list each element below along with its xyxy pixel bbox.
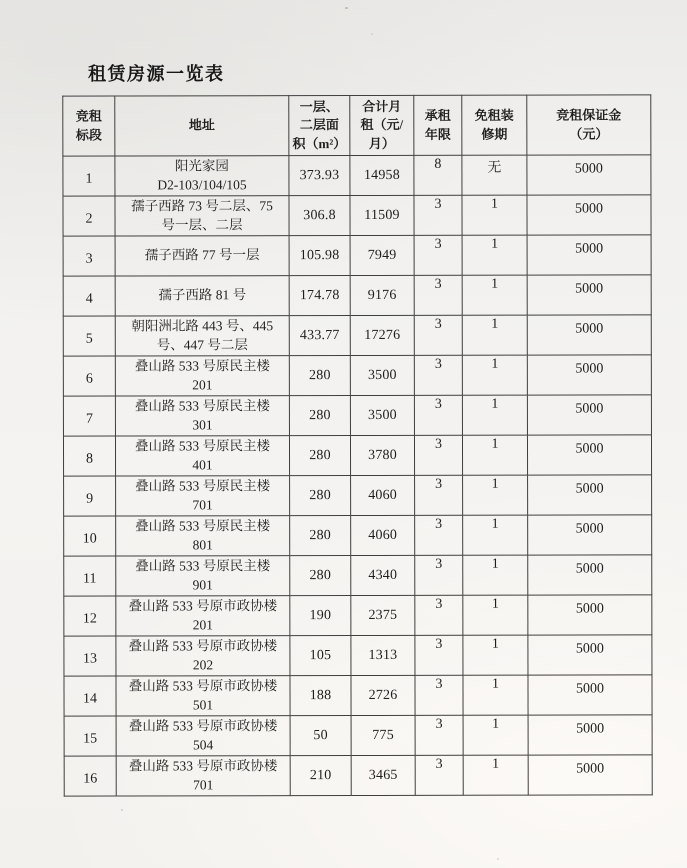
cell-rentfree-period: 无 bbox=[462, 155, 527, 195]
cell-lease-term: 8 bbox=[414, 155, 462, 195]
scan-speck bbox=[345, 7, 348, 9]
cell-address: 叠山路 533 号原民主楼 801 bbox=[116, 516, 290, 556]
cell-deposit: 5000 bbox=[528, 635, 652, 675]
table-row bbox=[64, 555, 652, 596]
cell-rentfree-period: 1 bbox=[462, 275, 527, 315]
cell-address: 叠山路 533 号原民主楼 901 bbox=[116, 556, 290, 596]
cell-lease-term: 3 bbox=[414, 435, 462, 475]
cell-bid-section-no: 12 bbox=[64, 596, 116, 636]
cell-floor-area: 280 bbox=[290, 556, 351, 596]
cell-address: 朝阳洲北路 443 号、445 号、447 号二层 bbox=[115, 316, 289, 356]
cell-bid-section-no: 1 bbox=[63, 156, 115, 196]
table-row bbox=[64, 755, 652, 796]
cell-monthly-rent: 2726 bbox=[351, 675, 415, 715]
header-deposit: 竞租保证金 （元） bbox=[527, 95, 651, 155]
cell-address: 叠山路 533 号原市政协楼 501 bbox=[116, 676, 290, 716]
table-body bbox=[63, 155, 652, 796]
cell-lease-term: 3 bbox=[414, 355, 462, 395]
cell-lease-term: 3 bbox=[415, 555, 463, 595]
cell-lease-term: 3 bbox=[415, 515, 463, 555]
cell-rentfree-period: 1 bbox=[463, 515, 528, 555]
cell-lease-term: 3 bbox=[415, 675, 463, 715]
cell-floor-area: 50 bbox=[290, 716, 351, 756]
cell-monthly-rent: 4340 bbox=[351, 555, 415, 595]
cell-monthly-rent: 7949 bbox=[350, 235, 414, 275]
cell-monthly-rent: 2375 bbox=[351, 595, 415, 635]
page-title: 租赁房源一览表 bbox=[88, 64, 225, 84]
cell-address: 叠山路 533 号原市政协楼 701 bbox=[116, 756, 290, 796]
scan-speck bbox=[371, 33, 373, 35]
scan-speck bbox=[121, 809, 123, 811]
cell-lease-term: 3 bbox=[414, 315, 462, 355]
table-row bbox=[63, 435, 651, 476]
cell-bid-section-no: 5 bbox=[63, 316, 115, 356]
cell-bid-section-no: 11 bbox=[64, 556, 116, 596]
table-row bbox=[63, 235, 651, 276]
table-row bbox=[63, 395, 651, 436]
cell-rentfree-period: 1 bbox=[463, 675, 528, 715]
cell-rentfree-period: 1 bbox=[462, 395, 527, 435]
cell-floor-area: 280 bbox=[290, 516, 351, 556]
cell-lease-term: 3 bbox=[414, 195, 462, 235]
cell-floor-area: 105 bbox=[290, 636, 351, 676]
cell-floor-area: 174.78 bbox=[289, 276, 350, 316]
rental-listing-table bbox=[62, 94, 652, 796]
cell-deposit: 5000 bbox=[527, 355, 651, 395]
cell-monthly-rent: 1313 bbox=[351, 635, 415, 675]
cell-floor-area: 210 bbox=[290, 756, 351, 796]
cell-rentfree-period: 1 bbox=[463, 715, 528, 755]
cell-deposit: 5000 bbox=[527, 195, 651, 235]
cell-rentfree-period: 1 bbox=[463, 755, 528, 795]
cell-monthly-rent: 11509 bbox=[350, 195, 414, 235]
cell-deposit: 5000 bbox=[528, 595, 652, 635]
header-bid-section: 竞租 标段 bbox=[63, 96, 115, 156]
cell-address: 阳光家园 D2-103/104/105 bbox=[115, 156, 289, 196]
cell-monthly-rent: 3500 bbox=[350, 395, 414, 435]
cell-lease-term: 3 bbox=[414, 395, 462, 435]
cell-bid-section-no: 16 bbox=[64, 756, 116, 796]
cell-address: 孺子西路 73 号二层、75 号一层、二层 bbox=[115, 196, 289, 236]
cell-floor-area: 373.93 bbox=[289, 156, 350, 196]
cell-lease-term: 3 bbox=[414, 275, 462, 315]
cell-deposit: 5000 bbox=[528, 715, 652, 755]
cell-bid-section-no: 8 bbox=[63, 436, 115, 476]
cell-bid-section-no: 10 bbox=[64, 516, 116, 556]
cell-rentfree-period: 1 bbox=[462, 355, 527, 395]
cell-bid-section-no: 9 bbox=[64, 476, 116, 516]
cell-address: 叠山路 533 号原民主楼 701 bbox=[116, 476, 290, 516]
cell-floor-area: 280 bbox=[289, 396, 350, 436]
table-row bbox=[64, 515, 652, 556]
cell-lease-term: 3 bbox=[415, 475, 463, 515]
table-row bbox=[64, 715, 652, 756]
cell-bid-section-no: 7 bbox=[63, 396, 115, 436]
table-row bbox=[64, 635, 652, 676]
cell-floor-area: 280 bbox=[289, 356, 350, 396]
cell-address: 叠山路 533 号原民主楼 301 bbox=[115, 396, 289, 436]
table-row bbox=[63, 155, 651, 196]
header-rentfree-period: 免租装 修期 bbox=[462, 95, 527, 155]
cell-deposit: 5000 bbox=[528, 515, 652, 555]
cell-monthly-rent: 3780 bbox=[350, 435, 414, 475]
header-address: 地址 bbox=[115, 96, 289, 156]
cell-address: 孺子西路 77 号一层 bbox=[115, 236, 289, 276]
cell-deposit: 5000 bbox=[528, 675, 652, 715]
cell-deposit: 5000 bbox=[528, 555, 652, 595]
header-row bbox=[63, 95, 651, 156]
cell-rentfree-period: 1 bbox=[462, 315, 527, 355]
cell-rentfree-period: 1 bbox=[463, 635, 528, 675]
cell-bid-section-no: 13 bbox=[64, 636, 116, 676]
cell-floor-area: 190 bbox=[290, 596, 351, 636]
cell-bid-section-no: 3 bbox=[63, 236, 115, 276]
table-row bbox=[63, 315, 651, 356]
cell-rentfree-period: 1 bbox=[463, 475, 528, 515]
cell-monthly-rent: 775 bbox=[351, 715, 415, 755]
cell-rentfree-period: 1 bbox=[462, 235, 527, 275]
cell-floor-area: 280 bbox=[289, 436, 350, 476]
header-lease-term: 承租 年限 bbox=[414, 95, 462, 155]
cell-lease-term: 3 bbox=[415, 755, 463, 795]
table-row bbox=[63, 275, 651, 316]
cell-bid-section-no: 15 bbox=[64, 716, 116, 756]
table-row bbox=[63, 195, 651, 236]
cell-rentfree-period: 1 bbox=[463, 595, 528, 635]
cell-deposit: 5000 bbox=[527, 235, 651, 275]
table-row bbox=[64, 675, 652, 716]
cell-deposit: 5000 bbox=[528, 755, 652, 795]
cell-monthly-rent: 3500 bbox=[350, 355, 414, 395]
cell-lease-term: 3 bbox=[414, 235, 462, 275]
cell-bid-section-no: 4 bbox=[63, 276, 115, 316]
cell-lease-term: 3 bbox=[415, 595, 463, 635]
cell-deposit: 5000 bbox=[527, 395, 651, 435]
cell-deposit: 5000 bbox=[527, 275, 651, 315]
cell-deposit: 5000 bbox=[527, 155, 651, 195]
cell-address: 叠山路 533 号原市政协楼 504 bbox=[116, 716, 290, 756]
cell-deposit: 5000 bbox=[528, 475, 652, 515]
cell-lease-term: 3 bbox=[415, 715, 463, 755]
cell-rentfree-period: 1 bbox=[462, 195, 527, 235]
cell-address: 叠山路 533 号原市政协楼 201 bbox=[116, 596, 290, 636]
cell-rentfree-period: 1 bbox=[463, 555, 528, 595]
cell-address: 叠山路 533 号原民主楼 401 bbox=[115, 436, 289, 476]
header-floor-area: 一层、 二层面 积（m²） bbox=[289, 96, 350, 156]
scan-speck bbox=[497, 858, 499, 860]
table-row bbox=[64, 475, 652, 516]
cell-monthly-rent: 4060 bbox=[351, 475, 415, 515]
cell-lease-term: 3 bbox=[415, 635, 463, 675]
cell-monthly-rent: 14958 bbox=[350, 155, 414, 195]
table-row bbox=[63, 355, 651, 396]
cell-floor-area: 280 bbox=[290, 476, 351, 516]
cell-monthly-rent: 4060 bbox=[351, 515, 415, 555]
cell-monthly-rent: 3465 bbox=[351, 755, 415, 795]
cell-deposit: 5000 bbox=[527, 315, 651, 355]
cell-floor-area: 433.77 bbox=[289, 316, 350, 356]
cell-floor-area: 188 bbox=[290, 676, 351, 716]
cell-floor-area: 105.98 bbox=[289, 236, 350, 276]
cell-address: 叠山路 533 号原民主楼 201 bbox=[115, 356, 289, 396]
cell-monthly-rent: 9176 bbox=[350, 275, 414, 315]
header-monthly-rent: 合计月 租（元/ 月） bbox=[350, 95, 414, 155]
cell-rentfree-period: 1 bbox=[462, 435, 527, 475]
cell-monthly-rent: 17276 bbox=[350, 315, 414, 355]
table-header bbox=[63, 95, 651, 156]
cell-bid-section-no: 2 bbox=[63, 196, 115, 236]
cell-address: 孺子西路 81 号 bbox=[115, 276, 289, 316]
cell-bid-section-no: 14 bbox=[64, 676, 116, 716]
table-row bbox=[64, 595, 652, 636]
cell-address: 叠山路 533 号原市政协楼 202 bbox=[116, 636, 290, 676]
cell-bid-section-no: 6 bbox=[63, 356, 115, 396]
cell-deposit: 5000 bbox=[527, 435, 651, 475]
cell-floor-area: 306.8 bbox=[289, 196, 350, 236]
